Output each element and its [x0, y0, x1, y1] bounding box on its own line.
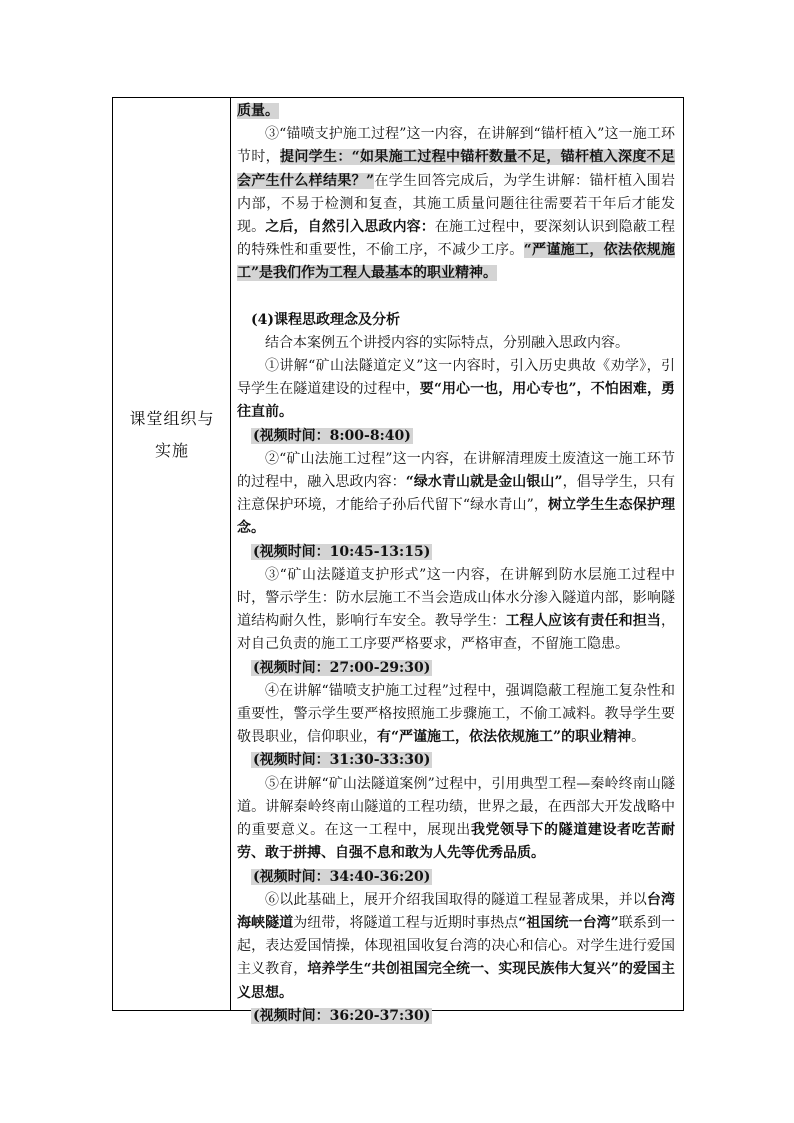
- video-time-4: [237, 749, 675, 772]
- text-bold: “严谨施工，依法依规施工”是我们作为工程人最基本的职业精神。: [237, 242, 675, 282]
- text-span: ，倡导学生，只有注意保护环境，才能给子孙后代留下“绿水青山”，: [237, 474, 676, 514]
- video-time-6: [237, 1005, 675, 1028]
- text-bold: 台湾海峡隧道: [237, 891, 676, 931]
- text-span: ⑤在讲解“矿山法隧道案例”过程中，引用典型工程—秦岭终南山隧道。讲解秦岭终南山隧道的工程功绩，世界之最，在西部大开发战略中的重要意义。在这一工程中，展现出: [237, 775, 675, 839]
- text-span: ③“矿山法隧道支护形式”这一内容，在讲解到防水层施工过程中时，警示学生：防水层施工不当会造成山体水分渗入隧道内部，影响隧道结构耐久性，影响行车安全。教导学生：: [237, 566, 675, 630]
- paragraph-quality: [237, 100, 675, 123]
- item-6: [237, 889, 675, 1005]
- section-label-line-2: 实施: [154, 441, 189, 460]
- video-time-text: (视频时间：8:00-8:40): [253, 427, 411, 444]
- text-span: 联系到一起，表达爱国情操，体现祖国收复台湾的决心和信心。对学生进行爱国主义教育，: [237, 914, 676, 978]
- video-time-text: (视频时间：36:20-37:30): [253, 1007, 431, 1024]
- text-span: ③“锚喷支护施工过程”这一内容，在讲解到“锚杆植入”这一施工环节时，: [237, 126, 675, 166]
- text-bold: 培养学生“共创祖国完全统一、实现民族伟大复兴”的爱国主义思想。: [237, 961, 676, 1001]
- video-time-5: [237, 866, 675, 889]
- document-table: [112, 97, 684, 1024]
- text-bold: “绿水青山就是金山银山”: [405, 474, 563, 491]
- item-4: [237, 680, 675, 750]
- text-bold: 树立学生生态保护理念。: [237, 497, 675, 537]
- video-time-1: [237, 425, 675, 448]
- video-time-3: [237, 657, 675, 680]
- item-2: [237, 448, 675, 541]
- text-quality: 质量。: [237, 103, 279, 119]
- text-bold: 提问学生：: [280, 149, 352, 166]
- spacer: [237, 286, 675, 309]
- text-span: ①讲解“矿山法隧道定义”这一内容时，引入历史典故《劝学》，引导学生在隧道建设的过程中，: [237, 358, 675, 398]
- left-header-cell: [113, 98, 231, 1010]
- video-time-text: (视频时间：10:45-13:15): [253, 543, 431, 560]
- text-span: 在施工过程中，要深刻认识到隐蔽工程的特殊性和重要性，不偷工序，不减少工序。: [237, 219, 676, 259]
- text-bold: 工程人应该有责任和担当: [505, 613, 662, 630]
- text-span: 在学生回答完成后，为学生讲解：锚杆植入围岩内部，不易于检测和复查，其施工质量问题往往需要若干年后才能发现。: [237, 172, 676, 236]
- text-span: ，对自己负责的施工工序要严格要求，严格审查，不留施工隐患。: [237, 613, 676, 653]
- text-span: 为纽带，将隧道工程与近期时事热点: [293, 914, 519, 931]
- text-span: ⑥以此基础上，展开介绍我国取得的隧道工程显著成果，并以: [265, 891, 647, 908]
- text-bold: “如果施工过程中锚杆数量不足，锚杆植入深度不足会产生什么样结果？”: [237, 149, 675, 189]
- video-time-text: (视频时间：27:00-29:30): [253, 659, 431, 676]
- text-bold: “祖国统一台湾”: [518, 914, 619, 931]
- video-time-2: [237, 541, 675, 564]
- paragraph-anchor: [237, 123, 675, 285]
- content-cell: [232, 98, 683, 1024]
- item-5: [237, 773, 675, 866]
- section-label: [113, 403, 231, 467]
- video-time-text: (视频时间：34:40-36:20): [253, 868, 431, 885]
- video-time-text: (视频时间：31:30-33:30): [253, 752, 431, 769]
- item-1: [237, 355, 675, 425]
- text-span: ④在讲解“锚喷支护施工过程”过程中，强调隐蔽工程施工复杂性和重要性，警示学生要严格按照施工步骤施工，不偷工减料。教导学生要敬畏职业，信仰职业，: [237, 682, 675, 746]
- text-span: ②“矿山法施工过程”这一内容，在讲解清理废土废渣这一施工环节的过程中，融入思政内容：: [237, 450, 675, 491]
- section-heading-text: (4)课程思政理念及分析: [251, 311, 400, 328]
- section-label-line-1: 课堂组织与: [129, 409, 215, 428]
- item-3: [237, 564, 675, 657]
- section-heading: [237, 309, 675, 332]
- text-bold: 有“严谨施工，依法依规施工”的职业精神: [377, 729, 632, 746]
- text-bold: 要“用心一也，用心专也”，不怕困难，勇往直前。: [237, 381, 675, 421]
- text-span: 结合本案例五个讲授内容的实际特点，分别融入思政内容。: [265, 334, 629, 351]
- text-bold: 之后，自然引入思政内容：: [265, 219, 435, 236]
- text-bold: 我党领导下的隧道建设者吃苦耐劳、敢于拼搏、自强不息和敢为人先等优秀品质。: [237, 822, 676, 862]
- section-intro: [237, 332, 675, 355]
- text-span: 。: [631, 729, 646, 746]
